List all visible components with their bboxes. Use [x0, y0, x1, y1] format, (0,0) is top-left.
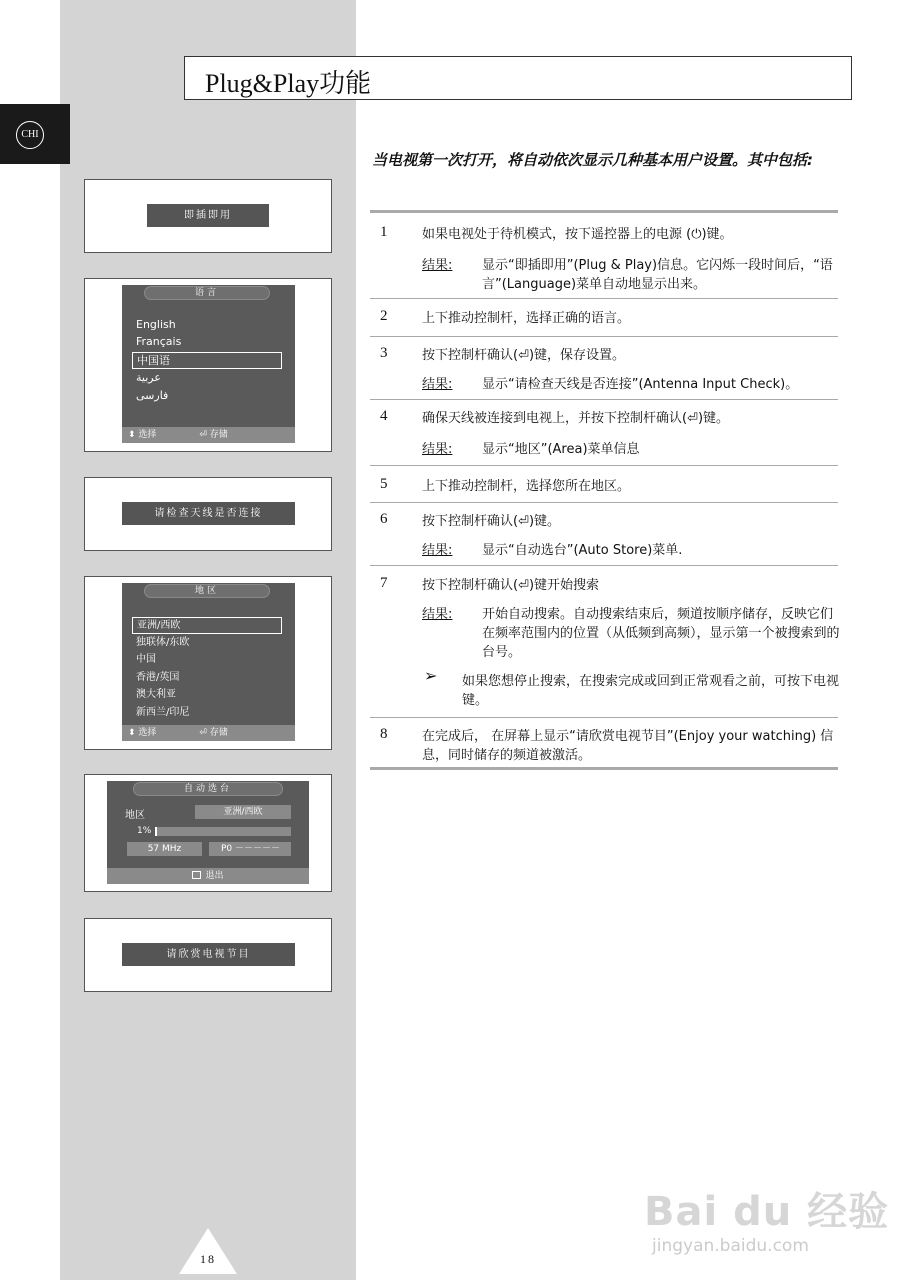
area-item-0: 亚洲/西欧 — [132, 617, 282, 634]
auto-store-exit: 退出 — [205, 871, 224, 881]
auto-store-title: 自动选台 — [133, 782, 283, 796]
result-text: 显示“自动选台”(Auto Store)菜单. — [482, 543, 683, 558]
auto-store-area-value: 亚洲/西欧 — [195, 805, 291, 819]
area-menu-title: 地区 — [144, 584, 270, 598]
auto-store-percent: 1% — [137, 826, 152, 836]
area-menu-screen — [122, 583, 295, 741]
watermark-main: Bai du 经验 — [644, 1189, 890, 1235]
result-label: 结果: — [422, 543, 453, 558]
step-text: 按下控制杆确认(⏎)键，保存设置。 — [422, 348, 626, 363]
language-menu-screen — [122, 285, 295, 443]
step-number: 6 — [380, 511, 388, 527]
step-text: 上下推动控制杆，选择正确的语言。 — [422, 311, 631, 326]
area-item-2: 中国 — [136, 654, 156, 665]
page-title: Plug&Play功能 — [205, 69, 372, 98]
step-text: 按下控制杆确认(⏎)键。 — [422, 514, 561, 529]
updown-icon: ⬍ — [128, 430, 136, 440]
osd-antenna-check — [84, 477, 332, 551]
step-text: 上下推动控制杆，选择您所在地区。 — [422, 479, 631, 494]
note-arrow-icon: ➢ — [424, 666, 438, 685]
result-label: 结果: — [422, 258, 453, 273]
result-label: 结果: — [422, 607, 453, 622]
title-box — [184, 56, 852, 100]
auto-store-footer — [107, 868, 309, 884]
osd-language-menu — [84, 278, 332, 452]
language-item-farsi: فارسی — [136, 389, 169, 402]
language-item-francais: Français — [136, 335, 182, 348]
osd-plug-play-label: 即插即用 — [147, 204, 269, 227]
result-label: 结果: — [422, 377, 453, 392]
step-text: 在完成后， 在屏幕上显示“请欣赏电视节目”(Enjoy your watching) 信息，同时储存的频道被激活。 — [422, 729, 834, 763]
area-menu-footer — [122, 725, 295, 741]
rule-4 — [370, 465, 838, 466]
step-text: 确保天线被连接到电视上，并按下控制杆确认(⏎)键。 — [422, 411, 730, 426]
step-text: 如果电视处于待机模式，按下遥控器上的电源 (⏻)键。 — [422, 227, 733, 242]
intro-text: 当电视第一次打开，将自动依次显示几种基本用户设置。其中包括: — [372, 151, 814, 169]
enter-icon: ⏎ — [199, 728, 207, 738]
footer-select: 选择 — [138, 430, 157, 440]
step-number: 4 — [380, 408, 388, 424]
result-text: 显示“地区”(Area)菜单信息 — [482, 442, 640, 457]
step-number: 1 — [380, 224, 388, 240]
step-number: 7 — [380, 575, 388, 591]
osd-auto-store — [84, 774, 332, 892]
rule-2 — [370, 336, 838, 337]
footer-select: 选择 — [138, 728, 157, 738]
result-text: 显示“即插即用”(Plug & Play)信息。它闪烁一段时间后，“语言”(Language)菜单自动地显示出来。 — [482, 258, 833, 292]
language-menu-footer — [122, 427, 295, 443]
page-number-triangle — [179, 1228, 237, 1274]
step-text: 按下控制杆确认(⏎)键开始搜索 — [422, 578, 600, 593]
auto-store-area-label: 地区 — [125, 810, 145, 821]
osd-plug-play — [84, 179, 332, 253]
result-label: 结果: — [422, 442, 453, 457]
area-item-5: 新西兰/印尼 — [136, 707, 190, 718]
auto-store-frequency: 57 MHz — [127, 842, 202, 856]
updown-icon: ⬍ — [128, 728, 136, 738]
auto-store-progress-fill — [155, 827, 157, 836]
result-text: 显示“请检查天线是否连接”(Antenna Input Check)。 — [482, 377, 799, 392]
auto-store-progress-track — [155, 827, 291, 836]
result-text: 开始自动搜索。自动搜索结束后，频道按顺序储存，反映它们在频率范围内的位置（从低频到高频），显示第一个被搜索到的台号。 — [482, 607, 840, 660]
area-item-1: 独联体/东欧 — [136, 637, 190, 648]
watermark-sub: jingyan.baidu.com — [652, 1236, 809, 1256]
footer-store: 存储 — [209, 728, 228, 738]
rule-5 — [370, 502, 838, 503]
step-number: 2 — [380, 308, 388, 324]
osd-enjoy-label: 请欣赏电视节目 — [122, 943, 295, 966]
footer-store: 存储 — [209, 430, 228, 440]
language-item-chinese: 中国语 — [132, 352, 282, 369]
page-number: 18 — [200, 1252, 216, 1266]
area-item-3: 香港/英国 — [136, 672, 180, 683]
language-item-english: English — [136, 318, 176, 331]
step-number: 3 — [380, 345, 388, 361]
area-item-4: 澳大利亚 — [136, 689, 176, 700]
step-number: 8 — [380, 726, 388, 742]
watermark — [644, 1142, 890, 1272]
exit-icon — [192, 871, 201, 879]
step-number: 5 — [380, 476, 388, 492]
language-tab — [0, 104, 70, 164]
rule-6 — [370, 565, 838, 566]
enter-icon: ⏎ — [199, 430, 207, 440]
language-menu-title: 语言 — [144, 286, 270, 300]
language-code: CHI — [16, 121, 44, 149]
rule-top — [370, 210, 838, 213]
osd-enjoy — [84, 918, 332, 992]
language-item-arabic: عربية — [136, 371, 161, 384]
rule-3 — [370, 399, 838, 400]
osd-antenna-label: 请检查天线是否连接 — [122, 502, 295, 525]
rule-7 — [370, 717, 838, 718]
note-text: 如果您想停止搜索，在搜索完成或回到正常观看之前，可按下电视键。 — [462, 674, 840, 708]
rule-bottom — [370, 767, 838, 770]
auto-store-screen — [107, 781, 309, 884]
rule-1 — [370, 298, 838, 299]
auto-store-program: P0 －－－－－ — [209, 842, 291, 856]
osd-area-menu — [84, 576, 332, 750]
